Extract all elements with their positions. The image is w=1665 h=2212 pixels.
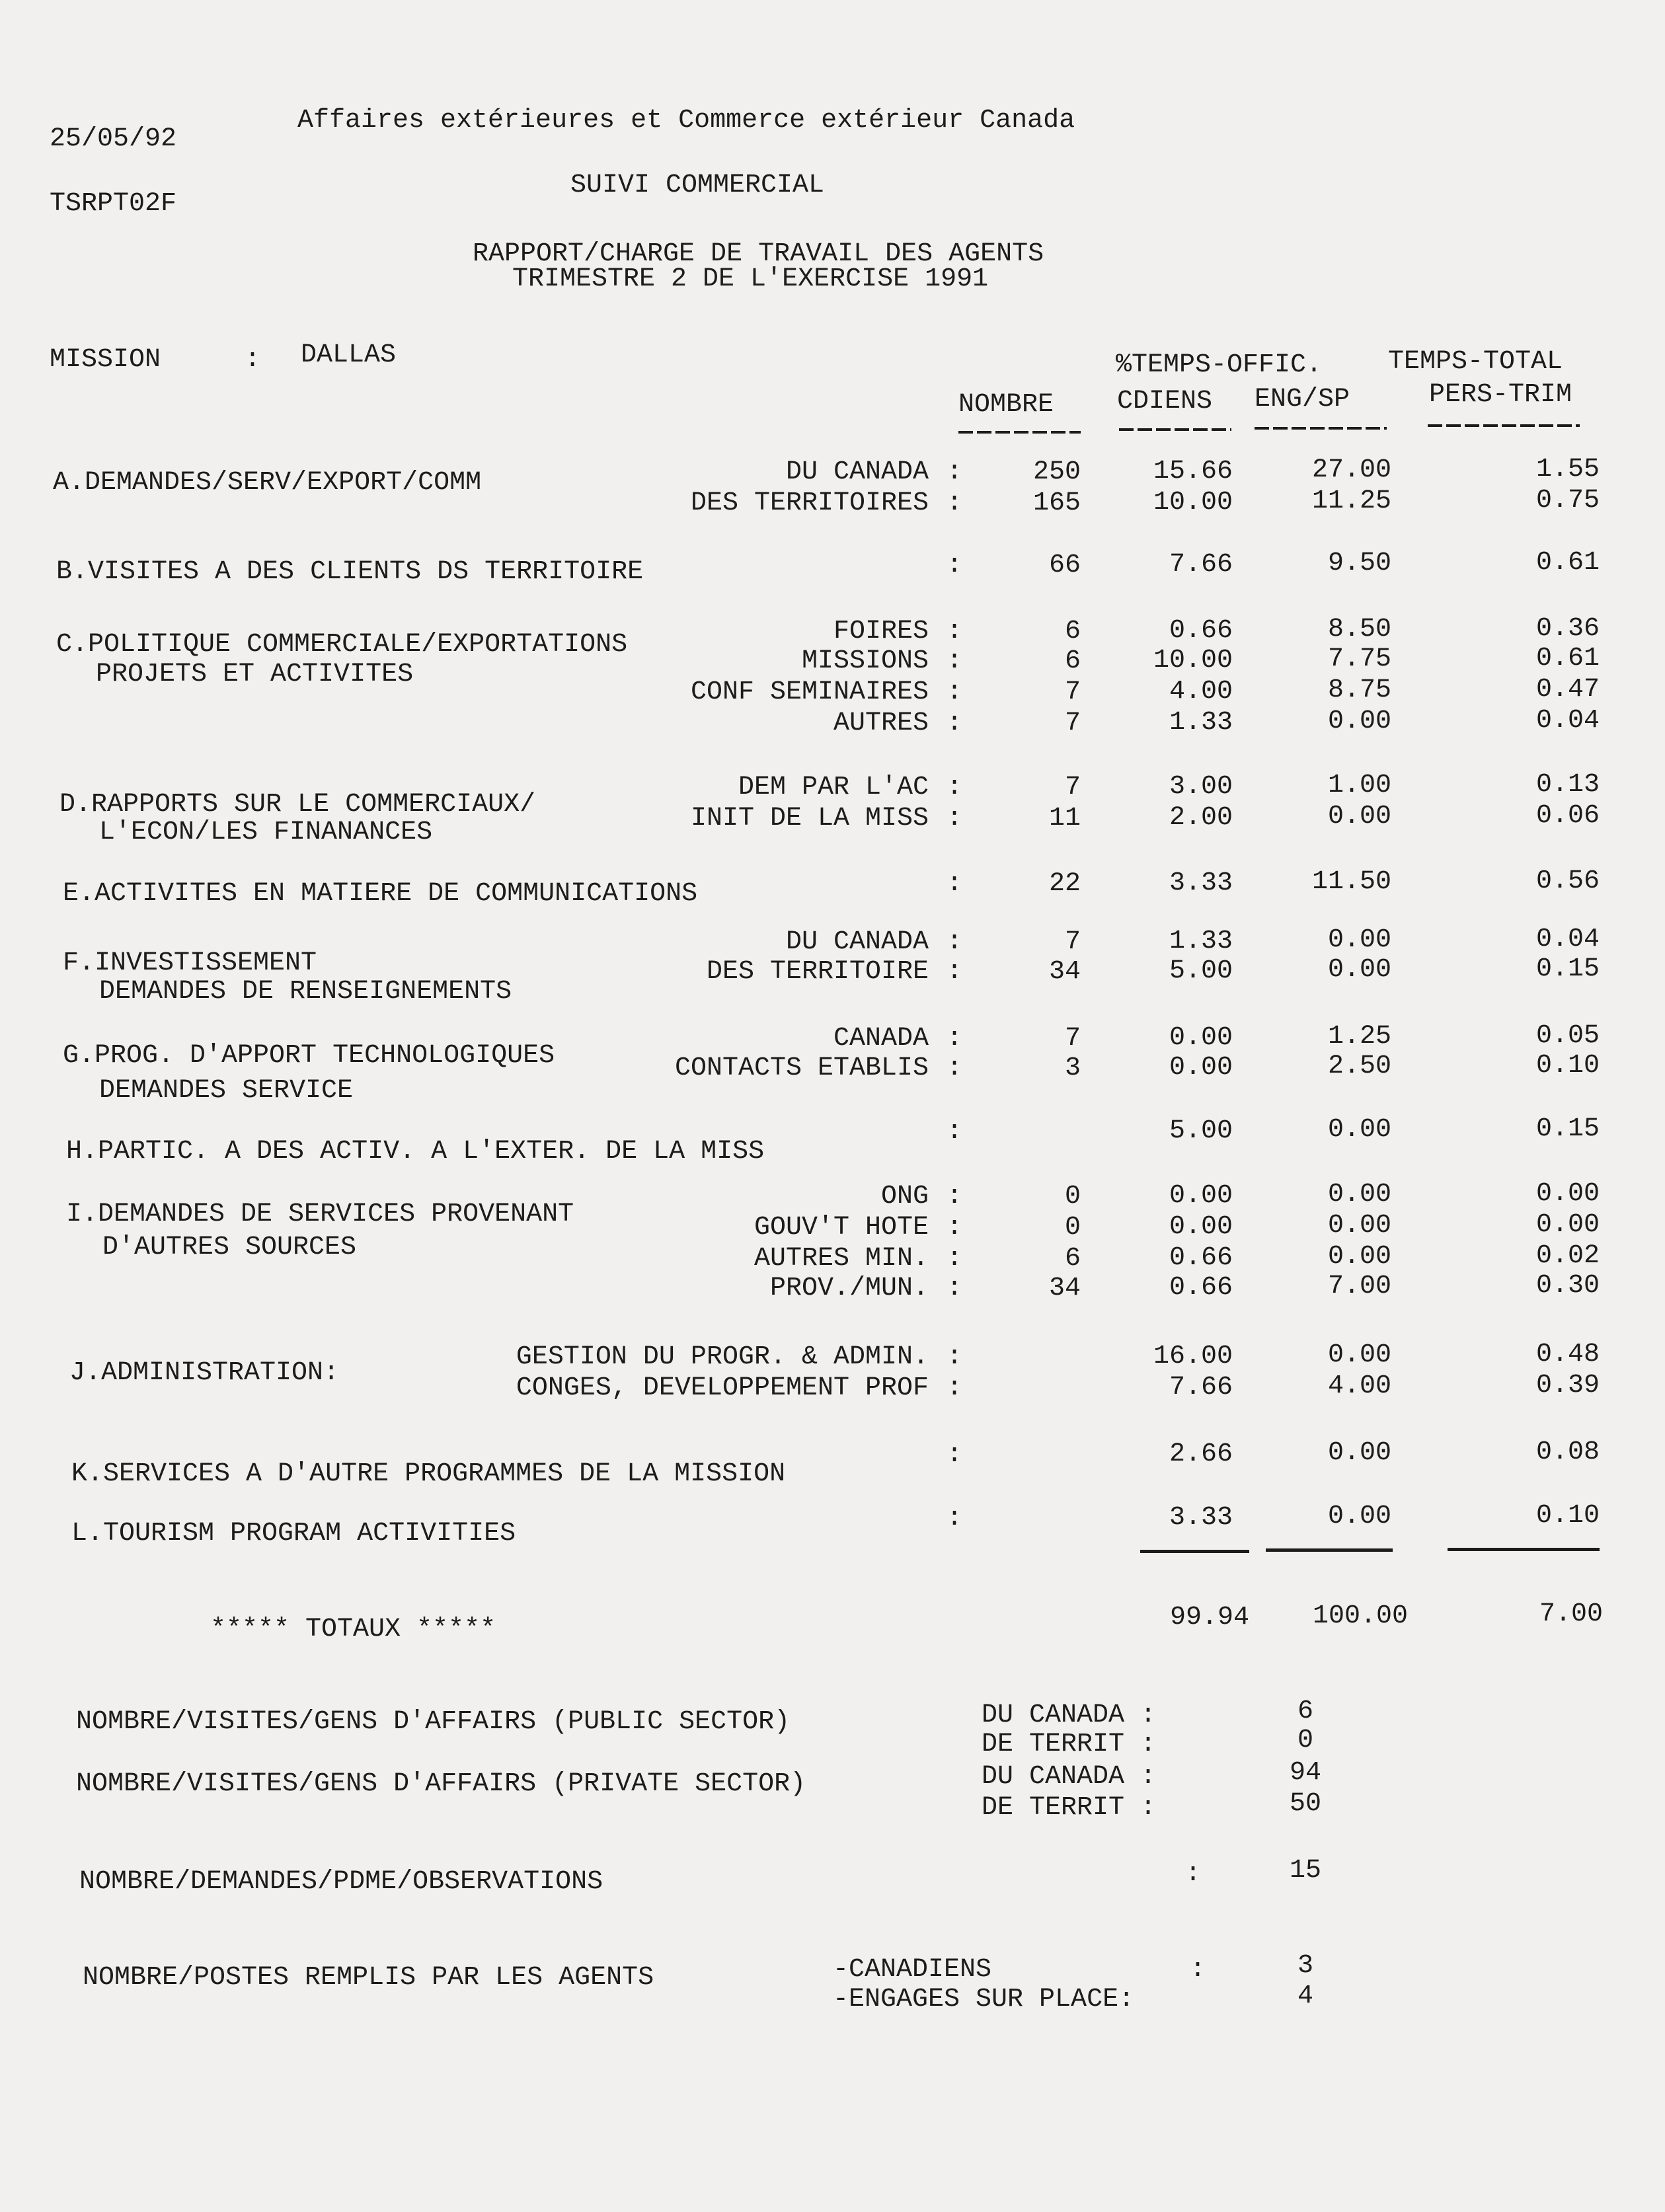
row-colon: : bbox=[947, 1504, 963, 1533]
row-pers-trim: 0.30 bbox=[1535, 1271, 1600, 1301]
row-pers-trim: 0.61 bbox=[1535, 644, 1600, 673]
row-cdiens: 4.00 bbox=[1169, 677, 1233, 706]
row-colon: : bbox=[947, 457, 963, 487]
section-g-sublabel: DEMANDES SERVICE bbox=[99, 1076, 354, 1106]
postes-label: NOMBRE/POSTES REMPLIS PAR LES AGENTS bbox=[83, 1963, 654, 1993]
section-d-label: D.RAPPORTS SUR LE COMMERCIAUX/ bbox=[59, 790, 536, 820]
row-sublabel: CANADA bbox=[833, 1024, 929, 1053]
private-sector-label: NOMBRE/VISITES/GENS D'AFFAIRS (PRIVATE SECTOR) bbox=[76, 1769, 806, 1799]
row-cdiens: 10.00 bbox=[1153, 488, 1233, 517]
row-engsp: 9.50 bbox=[1327, 549, 1391, 578]
row-sublabel: DES TERRITOIRE bbox=[706, 957, 929, 987]
private-canada-value: 94 bbox=[1289, 1758, 1321, 1788]
row-engsp: 0.00 bbox=[1327, 1180, 1391, 1209]
pdme-label: NOMBRE/DEMANDES/PDME/OBSERVATIONS bbox=[79, 1867, 603, 1897]
row-nombre: 34 bbox=[1048, 957, 1081, 987]
mission-value: DALLAS bbox=[301, 340, 397, 370]
row-cdiens: 7.66 bbox=[1169, 550, 1233, 580]
row-sublabel: ONG bbox=[880, 1182, 929, 1211]
row-engsp: 8.75 bbox=[1327, 675, 1391, 705]
row-pers-trim: 0.15 bbox=[1535, 954, 1600, 984]
total-underline-pers bbox=[1448, 1548, 1600, 1551]
row-engsp: 1.25 bbox=[1327, 1022, 1391, 1051]
row-pers-trim: 0.61 bbox=[1535, 548, 1600, 578]
row-cdiens: 15.66 bbox=[1153, 457, 1233, 486]
section-h-label: H.PARTIC. A DES ACTIV. A L'EXTER. DE LA MISS bbox=[66, 1137, 765, 1166]
section-b-label: B.VISITES A DES CLIENTS DS TERRITOIRE bbox=[56, 557, 644, 587]
row-cdiens: 5.00 bbox=[1169, 1116, 1233, 1146]
total-underline-engsp bbox=[1266, 1548, 1393, 1552]
row-sublabel: DU CANADA bbox=[785, 927, 929, 957]
report-title-2: RAPPORT/CHARGE DE TRAVAIL DES AGENTS bbox=[473, 239, 1044, 269]
row-sublabel: AUTRES bbox=[833, 708, 929, 738]
row-colon: : bbox=[947, 773, 963, 802]
canadiens-value: 3 bbox=[1297, 1951, 1313, 1981]
row-pers-trim: 0.10 bbox=[1535, 1501, 1600, 1531]
row-colon: : bbox=[947, 1117, 963, 1147]
section-a-label: A.DEMANDES/SERV/EXPORT/COMM bbox=[53, 468, 482, 498]
row-pers-trim: 0.39 bbox=[1535, 1371, 1600, 1400]
row-nombre: 0 bbox=[1064, 1213, 1081, 1242]
row-cdiens: 1.33 bbox=[1169, 708, 1233, 738]
row-nombre: 34 bbox=[1048, 1274, 1081, 1303]
row-cdiens: 0.66 bbox=[1169, 1273, 1233, 1303]
row-sublabel: FOIRES bbox=[833, 617, 929, 646]
row-engsp: 0.00 bbox=[1327, 1502, 1391, 1531]
public-sector-label: NOMBRE/VISITES/GENS D'AFFAIRS (PUBLIC SECTOR) bbox=[76, 1707, 791, 1737]
row-engsp: 2.50 bbox=[1327, 1051, 1391, 1081]
row-engsp: 11.50 bbox=[1311, 867, 1391, 897]
row-sublabel: AUTRES MIN. bbox=[754, 1244, 929, 1274]
row-engsp: 0.00 bbox=[1327, 1340, 1391, 1370]
row-engsp: 0.00 bbox=[1327, 706, 1391, 736]
row-nombre: 6 bbox=[1064, 646, 1081, 676]
engages-value: 4 bbox=[1297, 1981, 1313, 2011]
row-colon: : bbox=[947, 957, 963, 987]
row-cdiens: 2.66 bbox=[1169, 1439, 1233, 1469]
report-date: 25/05/92 bbox=[50, 124, 177, 154]
row-cdiens: 0.00 bbox=[1169, 1212, 1233, 1242]
canadiens-label: -CANADIENS bbox=[833, 1955, 992, 1985]
row-engsp: 4.00 bbox=[1327, 1371, 1391, 1401]
row-pers-trim: 0.13 bbox=[1535, 770, 1600, 800]
row-pers-trim: 0.04 bbox=[1535, 925, 1600, 954]
row-engsp: 0.00 bbox=[1327, 1115, 1391, 1145]
row-pers-trim: 0.08 bbox=[1535, 1437, 1600, 1467]
canadiens-colon: : bbox=[1190, 1955, 1206, 1985]
row-pers-trim: 0.06 bbox=[1535, 801, 1600, 831]
row-sublabel: GOUV'T HOTE bbox=[754, 1213, 929, 1242]
row-cdiens: 0.66 bbox=[1169, 616, 1233, 646]
row-colon: : bbox=[947, 1213, 963, 1242]
row-cdiens: 7.66 bbox=[1169, 1373, 1233, 1402]
col-underline-cdiens bbox=[1119, 428, 1231, 431]
row-sublabel: CONGES, DEVELOPPEMENT PROF bbox=[516, 1373, 929, 1403]
section-g-label: G.PROG. D'APPORT TECHNOLOGIQUES bbox=[63, 1041, 555, 1071]
row-sublabel: MISSIONS bbox=[801, 646, 929, 676]
row-nombre: 11 bbox=[1048, 804, 1081, 833]
row-colon: : bbox=[947, 1053, 963, 1083]
row-engsp: 7.00 bbox=[1327, 1272, 1391, 1301]
public-canada-value: 6 bbox=[1297, 1697, 1313, 1726]
row-colon: : bbox=[947, 804, 963, 833]
private-territ-value: 50 bbox=[1289, 1789, 1321, 1819]
totals-label: ***** TOTAUX ***** bbox=[210, 1615, 496, 1644]
total-cdiens: 99.94 bbox=[1169, 1603, 1249, 1632]
col-header-cdiens: CDIENS bbox=[1117, 387, 1213, 416]
row-sublabel: DEM PAR L'AC bbox=[738, 773, 929, 802]
row-sublabel: GESTION DU PROGR. & ADMIN. bbox=[516, 1342, 929, 1372]
section-f-label: F.INVESTISSEMENT bbox=[63, 948, 317, 978]
row-nombre: 6 bbox=[1064, 617, 1081, 646]
row-sublabel: CONTACTS ETABLIS bbox=[674, 1053, 929, 1083]
report-title-3: TRIMESTRE 2 DE L'EXERCISE 1991 bbox=[512, 264, 989, 294]
col-header-temps-total: TEMPS-TOTAL bbox=[1388, 347, 1563, 377]
row-nombre: 6 bbox=[1064, 1244, 1081, 1274]
row-cdiens: 0.66 bbox=[1169, 1243, 1233, 1273]
row-colon: : bbox=[947, 1024, 963, 1053]
row-cdiens: 5.00 bbox=[1169, 956, 1233, 986]
row-colon: : bbox=[947, 869, 963, 899]
section-e-label: E.ACTIVITES EN MATIERE DE COMMUNICATIONS bbox=[63, 879, 698, 909]
row-colon: : bbox=[947, 551, 963, 580]
row-engsp: 0.00 bbox=[1327, 802, 1391, 831]
row-nombre: 250 bbox=[1032, 457, 1081, 487]
section-k-label: K.SERVICES A D'AUTRE PROGRAMMES DE LA MISSION bbox=[71, 1459, 786, 1489]
section-j-label: J.ADMINISTRATION: bbox=[69, 1358, 340, 1388]
total-pers: 7.00 bbox=[1539, 1599, 1603, 1629]
row-pers-trim: 0.10 bbox=[1535, 1051, 1600, 1081]
row-pers-trim: 0.36 bbox=[1535, 614, 1600, 644]
row-pers-trim: 0.56 bbox=[1535, 866, 1600, 896]
row-colon: : bbox=[947, 927, 963, 957]
row-engsp: 7.75 bbox=[1327, 644, 1391, 674]
row-pers-trim: 0.05 bbox=[1535, 1021, 1600, 1051]
row-nombre: 7 bbox=[1064, 927, 1081, 957]
section-c-sublabel: PROJETS ET ACTIVITES bbox=[96, 660, 414, 689]
row-nombre: 66 bbox=[1048, 551, 1081, 580]
row-cdiens: 3.33 bbox=[1169, 1503, 1233, 1533]
pdme-colon: : bbox=[1185, 1859, 1202, 1889]
public-territ-value: 0 bbox=[1297, 1726, 1313, 1755]
section-f-sublabel: DEMANDES DE RENSEIGNEMENTS bbox=[99, 977, 512, 1007]
row-colon: : bbox=[947, 646, 963, 676]
row-sublabel: CONF SEMINAIRES bbox=[690, 677, 929, 707]
section-c-label: C.POLITIQUE COMMERCIALE/EXPORTATIONS bbox=[56, 630, 628, 660]
col-underline-engsp bbox=[1255, 427, 1387, 430]
row-colon: : bbox=[947, 1440, 963, 1470]
row-colon: : bbox=[947, 708, 963, 738]
department-name: Affaires extérieures et Commerce extérieur Canada bbox=[297, 106, 1075, 135]
row-engsp: 0.00 bbox=[1327, 925, 1391, 955]
row-pers-trim: 0.15 bbox=[1535, 1114, 1600, 1144]
report-title-1: SUIVI COMMERCIAL bbox=[570, 171, 825, 200]
row-pers-trim: 0.02 bbox=[1535, 1241, 1600, 1271]
engages-label: -ENGAGES SUR PLACE: bbox=[833, 1985, 1135, 2014]
mission-label: MISSION bbox=[50, 345, 161, 375]
row-engsp: 0.00 bbox=[1327, 1438, 1391, 1468]
row-engsp: 0.00 bbox=[1327, 955, 1391, 985]
row-pers-trim: 0.48 bbox=[1535, 1340, 1600, 1369]
public-de-territ-label: DE TERRIT : bbox=[982, 1730, 1157, 1759]
row-nombre: 7 bbox=[1064, 708, 1081, 738]
col-header-temps-offic: %TEMPS-OFFIC. bbox=[1116, 350, 1323, 380]
row-colon: : bbox=[947, 1182, 963, 1211]
total-engsp: 100.00 bbox=[1312, 1601, 1408, 1631]
row-cdiens: 3.00 bbox=[1169, 772, 1233, 802]
row-pers-trim: 0.75 bbox=[1535, 486, 1600, 515]
row-nombre: 7 bbox=[1064, 773, 1081, 802]
row-pers-trim: 0.00 bbox=[1535, 1179, 1600, 1209]
section-l-label: L.TOURISM PROGRAM ACTIVITIES bbox=[71, 1519, 516, 1548]
private-de-territ-label: DE TERRIT : bbox=[982, 1793, 1157, 1823]
row-sublabel: DU CANADA bbox=[785, 457, 929, 487]
row-nombre: 22 bbox=[1048, 869, 1081, 899]
row-engsp: 11.25 bbox=[1311, 486, 1391, 516]
row-colon: : bbox=[947, 1244, 963, 1274]
section-d-sublabel: L'ECON/LES FINANANCES bbox=[99, 818, 433, 847]
row-nombre: 165 bbox=[1032, 488, 1081, 518]
row-pers-trim: 1.55 bbox=[1535, 455, 1600, 484]
col-header-engsp: ENG/SP bbox=[1255, 385, 1350, 414]
row-cdiens: 0.00 bbox=[1169, 1053, 1233, 1083]
col-underline-pers-trim bbox=[1428, 424, 1580, 427]
row-nombre: 3 bbox=[1064, 1053, 1081, 1083]
section-i-label: I.DEMANDES DE SERVICES PROVENANT bbox=[66, 1200, 574, 1229]
row-nombre: 7 bbox=[1064, 677, 1081, 707]
pdme-value: 15 bbox=[1289, 1856, 1321, 1886]
public-du-canada-label: DU CANADA : bbox=[982, 1700, 1157, 1730]
row-cdiens: 1.33 bbox=[1169, 927, 1233, 956]
row-cdiens: 3.33 bbox=[1169, 868, 1233, 898]
section-i-sublabel: D'AUTRES SOURCES bbox=[102, 1233, 357, 1262]
row-engsp: 1.00 bbox=[1327, 771, 1391, 800]
row-pers-trim: 0.47 bbox=[1535, 675, 1600, 705]
row-sublabel: INIT DE LA MISS bbox=[690, 804, 929, 833]
col-header-pers-trim: PERS-TRIM bbox=[1429, 380, 1572, 410]
row-colon: : bbox=[947, 1373, 963, 1403]
row-colon: : bbox=[947, 488, 963, 518]
row-pers-trim: 0.00 bbox=[1535, 1210, 1600, 1240]
row-sublabel: PROV./MUN. bbox=[769, 1274, 929, 1303]
row-cdiens: 2.00 bbox=[1169, 803, 1233, 833]
mission-colon: : bbox=[245, 345, 261, 375]
col-underline-nombre bbox=[958, 431, 1081, 434]
row-engsp: 8.50 bbox=[1327, 615, 1391, 644]
row-cdiens: 16.00 bbox=[1153, 1342, 1233, 1371]
private-du-canada-label: DU CANADA : bbox=[982, 1762, 1157, 1792]
report-code: TSRPT02F bbox=[50, 189, 177, 219]
row-cdiens: 10.00 bbox=[1153, 646, 1233, 675]
row-engsp: 0.00 bbox=[1327, 1211, 1391, 1240]
row-colon: : bbox=[947, 1274, 963, 1303]
row-nombre: 0 bbox=[1064, 1182, 1081, 1211]
total-underline-cdiens bbox=[1140, 1550, 1249, 1553]
row-colon: : bbox=[947, 677, 963, 707]
row-colon: : bbox=[947, 617, 963, 646]
row-engsp: 0.00 bbox=[1327, 1242, 1391, 1272]
row-colon: : bbox=[947, 1342, 963, 1372]
row-pers-trim: 0.04 bbox=[1535, 706, 1600, 736]
row-cdiens: 0.00 bbox=[1169, 1023, 1233, 1053]
row-sublabel: DES TERRITOIRES bbox=[690, 488, 929, 518]
col-header-nombre: NOMBRE bbox=[958, 390, 1054, 420]
row-engsp: 27.00 bbox=[1311, 455, 1391, 485]
row-nombre: 7 bbox=[1064, 1024, 1081, 1053]
row-cdiens: 0.00 bbox=[1169, 1181, 1233, 1211]
